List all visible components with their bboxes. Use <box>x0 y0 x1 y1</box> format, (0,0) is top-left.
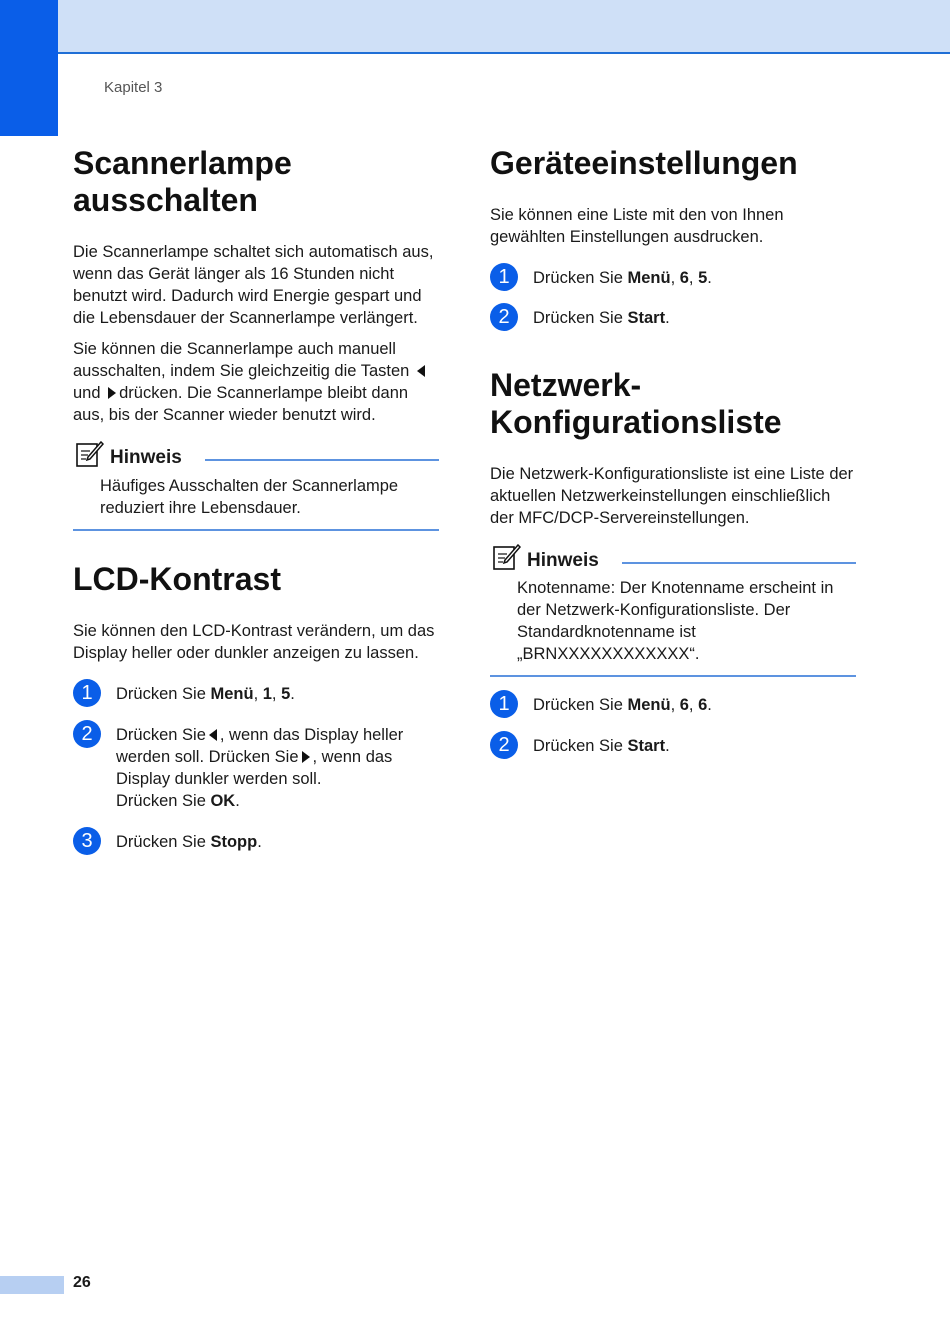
step-number-icon: 2 <box>490 303 518 331</box>
text: Drücken Sie <box>116 726 206 744</box>
key-label: 5 <box>281 685 291 703</box>
text: Drücken Sie <box>116 792 211 810</box>
text: . <box>235 792 240 810</box>
text: , <box>688 269 699 287</box>
text: und <box>73 384 101 402</box>
title-line-2: ausschalten <box>73 182 258 218</box>
note-text: Knotenname: Der Knotenname erscheint in der Netzwerk-Konfigurationsliste. Der Standardknotenname ist „BRNXXXXXXXXXXXX“. <box>517 579 834 663</box>
key-label: 6 <box>679 696 689 714</box>
key-label: 6 <box>698 696 708 714</box>
chapter-tab <box>0 0 58 136</box>
step-number-icon: 1 <box>490 690 518 718</box>
note-box <box>73 441 439 531</box>
section-title-netzwerk <box>490 367 856 441</box>
key-label: Start <box>627 737 666 755</box>
paragraph: Sie können eine Liste mit den von Ihnen gewählten Einstellungen ausdrucken. <box>490 206 784 246</box>
note-title: Hinweis <box>110 447 182 468</box>
text: , <box>670 696 680 714</box>
text: Sie können die Scannerlampe auch manuell ausschalten, indem Sie gleichzeitig die Tasten <box>73 340 410 380</box>
text: Drücken Sie <box>533 737 628 755</box>
page-number-bar <box>0 1276 64 1294</box>
left-column <box>73 140 439 853</box>
paragraph: Die Scannerlampe schaltet sich automatisch aus, wenn das Gerät länger als 16 Stunden nicht benutzt wird. Dadurch wird Energie gespart und die Lebensdauer der Scannerlampe verlängert. <box>73 243 434 327</box>
paragraph: Sie können den LCD-Kontrast verändern, um das Display heller oder dunkler anzeigen zu lassen. <box>73 622 435 662</box>
text: drücken. Die Scannerlampe bleibt dann aus, bis der Scanner wieder benutzt wird. <box>73 384 409 424</box>
note-header <box>490 544 856 574</box>
right-arrow-icon <box>302 751 310 763</box>
step-number-icon: 1 <box>490 263 518 291</box>
text: , <box>670 269 680 287</box>
step-number-icon: 2 <box>73 720 101 748</box>
chapter-label: Kapitel 3 <box>104 79 163 96</box>
note-box <box>490 544 856 677</box>
note-title: Hinweis <box>527 550 599 571</box>
key-label: Menü <box>627 269 671 287</box>
left-arrow-icon <box>209 729 217 741</box>
key-label: Start <box>627 309 666 327</box>
note-pencil-icon <box>493 544 521 570</box>
title-line-1: Netzwerk- <box>490 367 642 403</box>
paragraph-keys <box>73 338 439 426</box>
note-rule <box>205 459 439 461</box>
text: , wenn das Display heller werden soll. Drücken Sie <box>116 726 404 766</box>
text: Drücken Sie <box>116 833 211 851</box>
step-1 <box>73 683 439 705</box>
step-2 <box>73 724 439 812</box>
text: . <box>707 696 712 714</box>
text: . <box>290 685 295 703</box>
header-band <box>0 0 950 54</box>
step-1 <box>490 694 856 716</box>
text: Drücken Sie <box>533 309 628 327</box>
text: . <box>665 737 670 755</box>
text: . <box>707 269 712 287</box>
step-number-icon: 2 <box>490 731 518 759</box>
key-label: 5 <box>698 269 708 287</box>
section-title-geraeteeinstellungen: Geräteeinstellungen <box>490 145 798 181</box>
right-column <box>490 140 856 757</box>
left-arrow-icon <box>417 365 425 377</box>
note-rule-bottom <box>73 529 439 531</box>
step-2 <box>490 735 856 757</box>
section-title-scannerlampe <box>73 145 439 219</box>
key-label: Stopp <box>210 833 258 851</box>
step-number-icon: 1 <box>73 679 101 707</box>
note-pencil-icon <box>76 441 104 467</box>
note-header <box>73 441 439 471</box>
step-2 <box>490 307 856 329</box>
text: . <box>257 833 262 851</box>
step-3 <box>73 831 439 853</box>
key-label: 6 <box>679 269 689 287</box>
key-label: OK <box>210 792 236 810</box>
text: Drücken Sie <box>533 269 628 287</box>
key-label: Menü <box>210 685 254 703</box>
text: . <box>665 309 670 327</box>
text: , <box>688 696 699 714</box>
note-rule-bottom <box>490 675 856 677</box>
step-number-icon: 3 <box>73 827 101 855</box>
text: Drücken Sie <box>116 685 211 703</box>
key-label: 1 <box>262 685 272 703</box>
note-text: Häufiges Ausschalten der Scannerlampe reduziert ihre Lebensdauer. <box>100 477 399 517</box>
page-number: 26 <box>73 1274 91 1291</box>
section-title-lcd: LCD-Kontrast <box>73 561 281 597</box>
title-line-1: Scannerlampe <box>73 145 292 181</box>
note-rule <box>622 562 856 564</box>
key-label: Menü <box>627 696 671 714</box>
text: , <box>271 685 282 703</box>
title-line-2: Konfigurationsliste <box>490 404 782 440</box>
text: Drücken Sie <box>533 696 628 714</box>
text: , wenn das Display dunkler werden soll. <box>116 748 393 788</box>
text: , <box>253 685 263 703</box>
paragraph: Die Netzwerk-Konfigurationsliste ist eine Liste der aktuellen Netzwerkeinstellungen einschließlich der MFC/DCP-Servereinstellungen. <box>490 465 854 527</box>
step-1 <box>490 267 856 289</box>
right-arrow-icon <box>108 387 116 399</box>
